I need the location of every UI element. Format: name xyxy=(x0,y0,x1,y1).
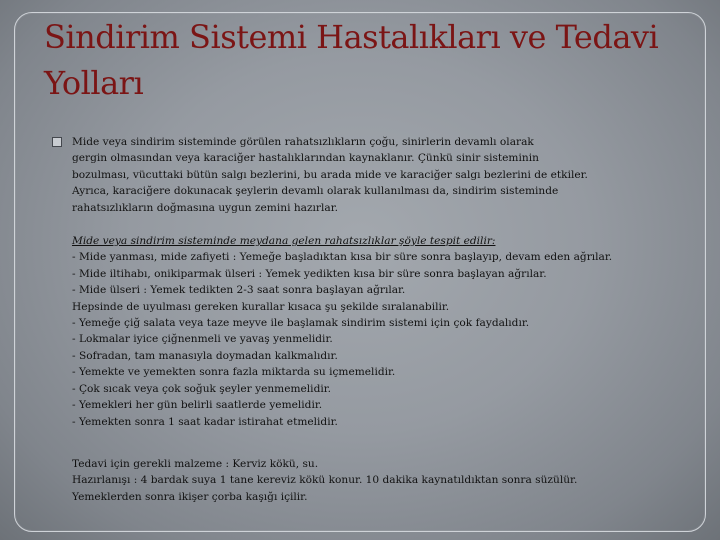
slide-body xyxy=(72,134,692,505)
disorder-item: - Mide ülseri : Yemek tedikten 2-3 saat sonra başlayan ağrılar. xyxy=(72,284,406,297)
intro-line: gergin olmasından veya karaciğer hastalıklarından kaynaklanır. Çünkü sinir sisteminin xyxy=(72,152,539,165)
treatment-materials: Tedavi için gerekli malzeme : Kerviz kökü, su. xyxy=(72,457,319,470)
rule-item: - Lokmalar iyice çiğnenmeli ve yavaş yenmelidir. xyxy=(72,333,333,346)
rule-item: - Çok sıcak veya çok soğuk şeyler yenmemelidir. xyxy=(72,382,332,395)
disorders-heading: Mide veya sindirim sisteminde meydana gelen rahatsızlıklar şöyle tespit edilir: xyxy=(72,235,496,248)
rule-item: - Yemeğe çiğ salata veya taze meyve ile başlamak sindirim sistemi için çok faydalıdır. xyxy=(72,317,530,330)
disorders-section xyxy=(72,233,692,430)
intro-line: bozulması, vücuttaki bütün salgı bezlerini, bu arada mide ve karaciğer salgı bezlerini de etkiler. xyxy=(72,168,588,181)
rule-item: - Yemekleri her gün belirli saatlerde yemelidir. xyxy=(72,399,323,412)
intro-paragraph xyxy=(72,134,692,216)
disorder-item: - Mide yanması, mide zafiyeti : Yemeğe başladıktan kısa bir süre sonra başlayıp, devam eden ağrılar. xyxy=(72,251,613,264)
slide-title: Sindirim Sistemi Hastalıkları ve Tedavi Yolları xyxy=(44,18,659,102)
intro-line: Mide veya sindirim sisteminde görülen rahatsızlıkların çoğu, sinirlerin devamlı olarak xyxy=(72,136,534,148)
rule-item: - Yemekten sonra 1 saat kadar istirahat etmelidir. xyxy=(72,415,338,428)
rule-item: - Sofradan, tam manasıyla doymadan kalkmalıdır. xyxy=(72,349,338,362)
treatment-section xyxy=(72,456,692,505)
treatment-preparation: Hazırlanışı : 4 bardak suya 1 tane kereviz kökü konur. 10 dakika kaynatıldıktan sonra süzülür. xyxy=(72,474,578,487)
rule-item: - Yemekte ve yemekten sonra fazla miktarda su içmemelidir. xyxy=(72,366,396,379)
disorder-item: - Mide iltihabı, onikiparmak ülseri : Yemek yedikten kısa bir süre sonra başlayan ağrılar. xyxy=(72,267,547,280)
intro-line: rahatsızlıkların doğmasına uygun zemini hazırlar. xyxy=(72,201,338,214)
treatment-usage: Yemeklerden sonra ikişer çorba kaşığı içilir. xyxy=(72,490,308,503)
intro-line: Ayrıca, karaciğere dokunacak şeylerin devamlı olarak kullanılması da, sindirim sisteminde xyxy=(72,185,559,198)
bullet-square-icon xyxy=(52,137,62,147)
rules-heading: Hepsinde de uyulması gereken kurallar kısaca şu şekilde sıralanabilir. xyxy=(72,300,450,313)
